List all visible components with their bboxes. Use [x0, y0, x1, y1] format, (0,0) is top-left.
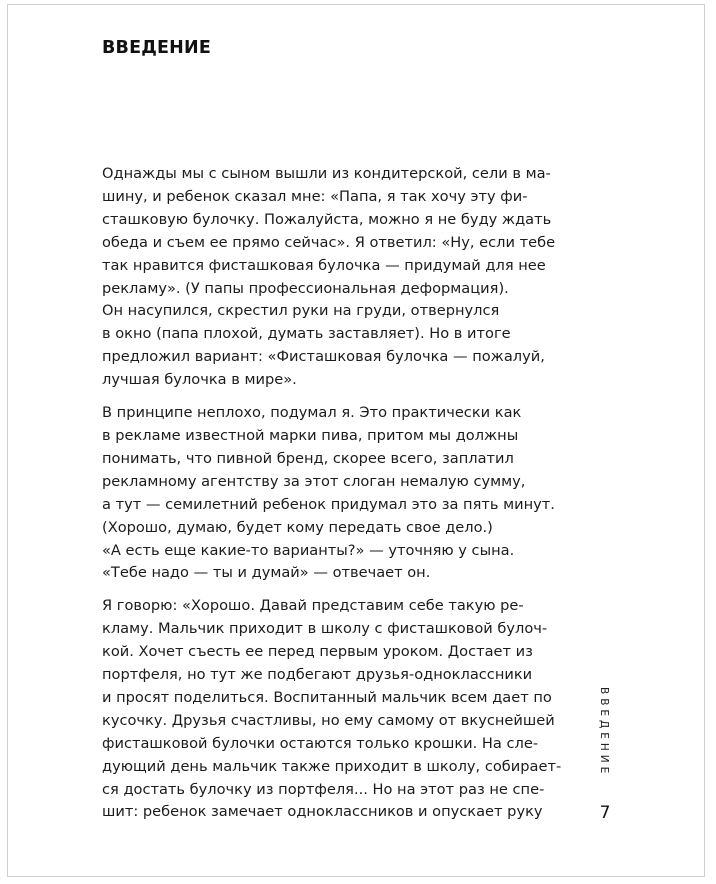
text-line: В принципе неплохо, подумал я. Это практически как [102, 404, 522, 422]
text-line: обеда и съем ее прямо сейчас». Я ответил: «Ну, если тебе [102, 233, 556, 251]
text-line: Он насупился, скрестил руки на груди, отвернулся [102, 302, 500, 320]
paragraph [102, 163, 572, 392]
text-line: в рекламе известной марки пива, притом мы должны [102, 426, 519, 444]
text-line: кусочку. Друзья счастливы, но ему самому от вкуснейшей [102, 711, 555, 729]
text-line: в окно (папа плохой, думать заставляет). Но в итоге [102, 325, 511, 343]
body-text [102, 163, 572, 834]
text-line: кой. Хочет съесть ее перед первым уроком. Достает из [102, 643, 533, 661]
chapter-heading: ВВЕДЕНИЕ [102, 38, 212, 58]
text-line: и просят поделиться. Воспитанный мальчик всем дает по [102, 688, 552, 706]
page-number: 7 [599, 803, 611, 823]
text-line: «А есть еще какие-то варианты?» — уточняю у сына. [102, 541, 515, 559]
running-head: ВВЕДЕНИЕ [598, 687, 610, 778]
text-line: сташковую булочку. Пожалуйста, можно я не буду ждать [102, 210, 552, 228]
text-line: шину, и ребенок сказал мне: «Папа, я так хочу эту фи- [102, 187, 528, 205]
text-line: а тут — семилетний ребенок придумал это за пять минут. [102, 495, 555, 513]
text-line: фисташковой булочки остаются только крошки. На сле- [102, 734, 539, 752]
text-line: рекламному агентству за этот слоган немалую сумму, [102, 472, 526, 490]
text-line: лучшая булочка в мире». [102, 371, 297, 389]
text-line: «Тебе надо — ты и думай» — отвечает он. [102, 564, 431, 582]
text-line: так нравится фисташковая булочка — придумай для нее [102, 256, 546, 274]
text-line: портфеля, но тут же подбегают друзья-одноклассники [102, 666, 533, 684]
paragraph [102, 595, 572, 824]
text-line: кламу. Мальчик приходит в школу с фисташковой булоч- [102, 620, 548, 638]
text-line: шит: ребенок замечает одноклассников и опускает руку [102, 803, 543, 821]
book-page [7, 4, 705, 877]
text-line: Я говорю: «Хорошо. Давай представим себе такую ре- [102, 597, 524, 615]
text-line: Однажды мы с сыном вышли из кондитерской, сели в ма- [102, 165, 551, 182]
text-line: (Хорошо, думаю, будет кому передать свое дело.) [102, 518, 493, 536]
text-line: понимать, что пивной бренд, скорее всего, заплатил [102, 449, 514, 467]
text-line: ся достать булочку из портфеля... Но на этот раз не спе- [102, 780, 545, 798]
text-line: предложил вариант: «Фисташковая булочка — пожалуй, [102, 348, 545, 366]
text-line: рекламу». (У папы профессиональная деформация). [102, 279, 509, 297]
paragraph [102, 402, 572, 585]
text-line: дующий день мальчик также приходит в школу, собирает- [102, 757, 562, 775]
